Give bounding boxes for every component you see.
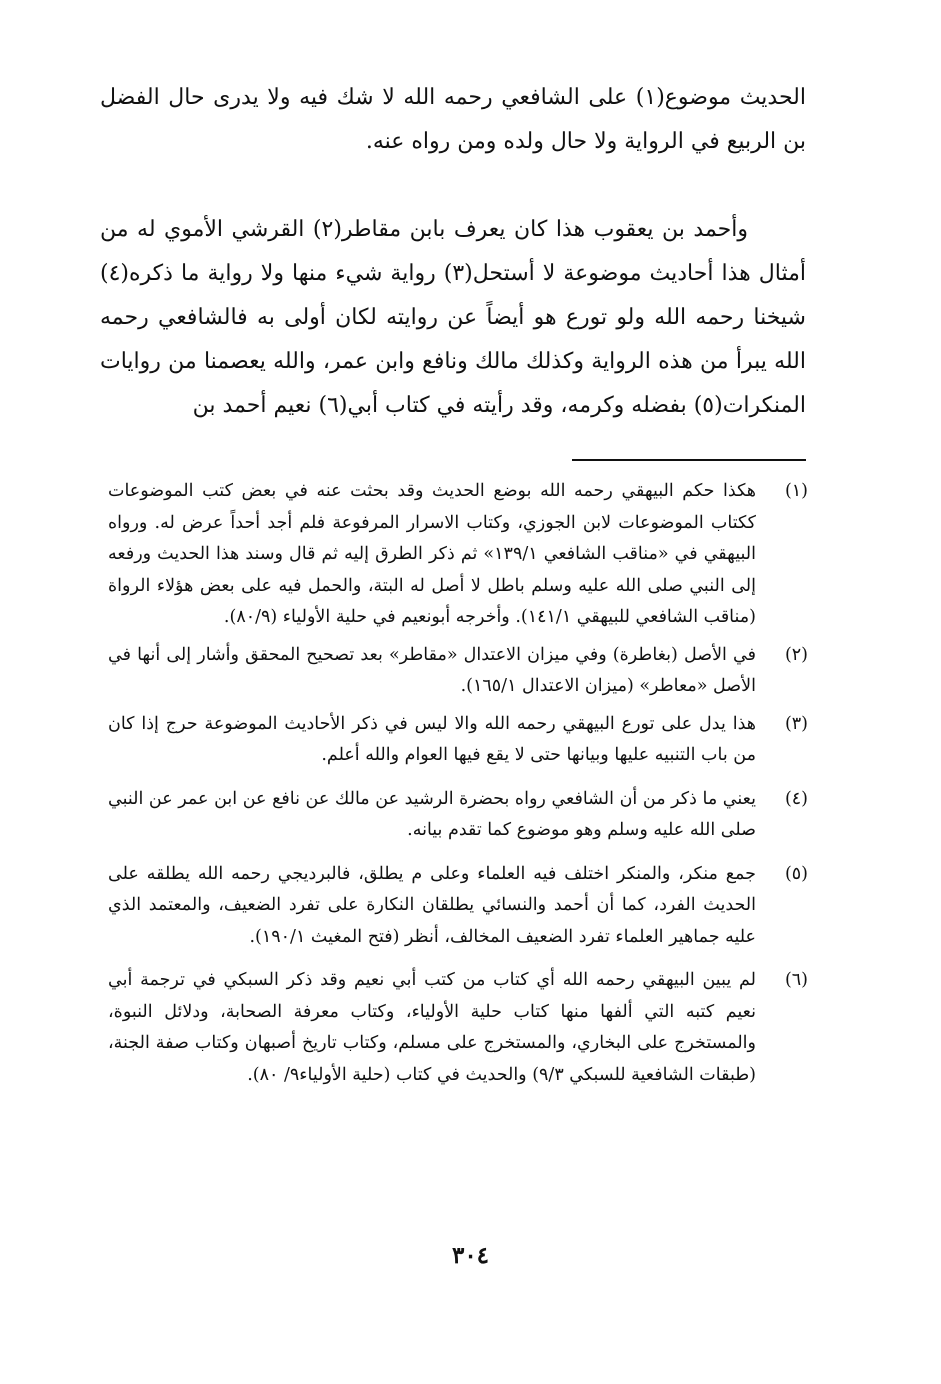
footnote-text: لم يبين البيهقي رحمه الله أي كتاب من كتب أبي نعيم وقد ذكر السبكي في ترجمة أبي نعيم كتبه التي ألفها منها كتاب حلية الأولياء، وكتاب معرفة الصحابة، ودلائل النبوة، والمستخرج على البخاري، والمستخرج على مسلم، وكتاب تاريخ أصبهان وكتاب صفة الجنة، (طبقات الشافعية للسبكي ٩/٣) والحديث في كتاب (حلية الأولياء٩/ ٨٠).	[108, 970, 756, 1085]
footnote-2	[108, 640, 808, 703]
footnote-text: جمع منكر، والمنكر اختلف فيه العلماء وعلى م يطلق، فالبرديجي رحمه الله يطلقه على الحديث الفرد، كما أن أحمد والنسائي يطلقان النكارة على تفرد الضعيف، والمعتمد الذي عليه جماهير العلماء تفرد الضعيف المخالف، أنظر (فتح المغيث ١٩٠/١).	[108, 863, 756, 947]
footnote-text: في الأصل (بغاطرة) وفي ميزان الاعتدال «مقاطر» بعد تصحيح المحقق وأشار إلى أنها في الأصل «معاطر» (ميزان الاعتدال ١٦٥/١).	[108, 644, 756, 696]
footnotes-section	[108, 476, 808, 1091]
footnote-6	[108, 965, 808, 1091]
footnote-text: يعني ما ذكر من أن الشافعي رواه بحضرة الرشيد عن مالك عن نافع عن ابن عمر عن النبي صلى الله عليه وسلم وهو موضوع كما تقدم بيانه.	[108, 788, 756, 840]
footnote-number: (٢)	[784, 644, 808, 665]
footnote-text: هذا يدل على تورع البيهقي رحمه الله والا ليس في ذكر الأحاديث الموضوعة حرج إذا كان من باب التنبيه عليها وبيانها حتى لا يقع فيها العوام والله أعلم.	[108, 713, 756, 765]
main-paragraph-2	[100, 208, 806, 428]
footnote-number: (٤)	[784, 788, 808, 809]
footnote-number: (١)	[784, 481, 808, 501]
footnote-number: (٣)	[784, 713, 808, 734]
main-paragraph-1	[100, 76, 806, 164]
paragraph-text: وأحمد بن يعقوب هذا كان يعرف بابن مقاطر(٢) القرشي الأموي له من أمثال هذا أحاديث موضوعة لا أستحل(٣) رواية شيء منها ولا رواية ما ذكره(٤) شيخنا رحمه الله ولو تورع هو أيضاً عن روايته لكان أولى به فالشافعي رحمه الله يبرأ من هذه الرواية وكذلك مالك ونافع وابن عمر، والله يعصمنا من روايات المنكرات(٥) بفضله وكرمه، وقد رأيته في كتاب أبي(٦) نعيم أحمد بن	[100, 217, 806, 418]
footnote-1	[108, 476, 808, 634]
footnote-4	[108, 784, 808, 847]
footnote-text: هكذا حكم البيهقي رحمه الله بوضع الحديث وقد بحثت عنه في بعض كتب الموضوعات ككتاب الموضوعات لابن الجوزي، وكتاب الاسرار المرفوعة فلم أجد أحداً عرض له. ورواه البيهقي في «مناقب الشافعي ١٣٩/١» ثم ذكر الطرق إليه ثم قال وسند هذا الحديث ورفعه إلى النبي صلى الله عليه وسلم باطل لا أصل له البتة، والحمل فيه على بعض هؤلاء الرواة (مناقب الشافعي للبيهقي ١٤١/١). وأخرجه أبونعيم في حلية الأولياء (٨٠/٩).	[108, 481, 756, 627]
footnote-divider	[572, 459, 806, 461]
footnote-5	[108, 859, 808, 954]
footnote-3	[108, 709, 808, 772]
page-number: ٣٠٤	[451, 1242, 490, 1269]
footnote-number: (٦)	[784, 970, 808, 990]
paragraph-text: الحديث موضوع(١) على الشافعي رحمه الله لا شك فيه ولا يدرى حال الفضل بن الربيع في الرواية ولا حال ولده ومن رواه عنه.	[100, 85, 806, 154]
footnote-number: (٥)	[784, 863, 808, 884]
